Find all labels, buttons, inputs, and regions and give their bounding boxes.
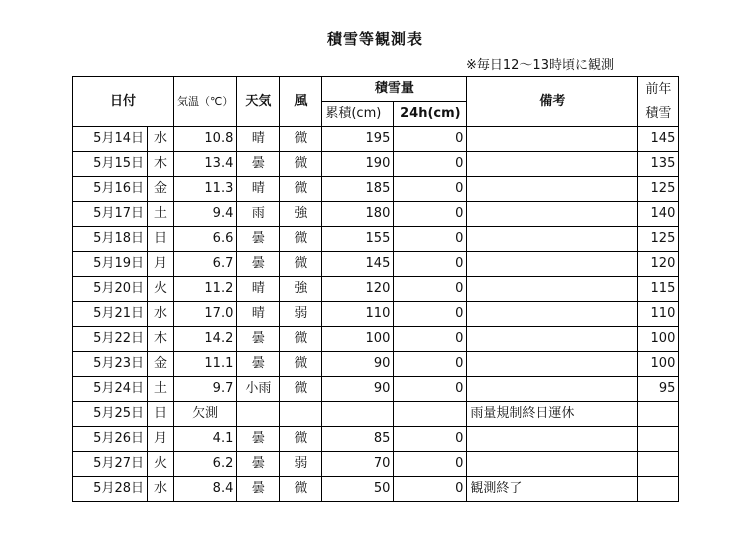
temp-cell: 欠測 bbox=[174, 402, 237, 427]
weather-cell: 曇 bbox=[237, 477, 280, 502]
date-cell: 5月15日 bbox=[73, 152, 148, 177]
snow-24h-cell: 0 bbox=[394, 352, 467, 377]
prev-year-cell: 135 bbox=[638, 152, 679, 177]
date-cell: 5月26日 bbox=[73, 427, 148, 452]
table-row bbox=[73, 452, 679, 477]
weekday-cell: 木 bbox=[148, 152, 174, 177]
temp-cell: 8.4 bbox=[174, 477, 237, 502]
table-row bbox=[73, 377, 679, 402]
weather-cell: 曇 bbox=[237, 227, 280, 252]
temp-cell: 6.6 bbox=[174, 227, 237, 252]
date-cell: 5月27日 bbox=[73, 452, 148, 477]
remarks-cell bbox=[467, 327, 638, 352]
snow-24h-cell: 0 bbox=[394, 152, 467, 177]
snow-total-cell: 190 bbox=[322, 152, 394, 177]
date-cell: 5月23日 bbox=[73, 352, 148, 377]
temp-cell: 17.0 bbox=[174, 302, 237, 327]
temp-cell: 6.2 bbox=[174, 452, 237, 477]
header-snow-group: 積雪量 bbox=[322, 77, 467, 102]
prev-year-cell: 125 bbox=[638, 227, 679, 252]
weather-cell: 晴 bbox=[237, 127, 280, 152]
date-cell: 5月25日 bbox=[73, 402, 148, 427]
wind-cell: 微 bbox=[280, 327, 322, 352]
remarks-cell bbox=[467, 377, 638, 402]
table-row bbox=[73, 327, 679, 352]
temp-cell: 14.2 bbox=[174, 327, 237, 352]
wind-cell: 弱 bbox=[280, 302, 322, 327]
remarks-cell bbox=[467, 277, 638, 302]
page-title: 積雪等観測表 bbox=[326, 30, 423, 48]
date-cell: 5月21日 bbox=[73, 302, 148, 327]
remarks-cell bbox=[467, 202, 638, 227]
weather-cell: 曇 bbox=[237, 152, 280, 177]
weekday-cell: 木 bbox=[148, 327, 174, 352]
weekday-cell: 日 bbox=[148, 227, 174, 252]
weekday-cell: 土 bbox=[148, 202, 174, 227]
weather-cell: 雨 bbox=[237, 202, 280, 227]
weather-cell: 晴 bbox=[237, 277, 280, 302]
weekday-cell: 水 bbox=[148, 477, 174, 502]
snow-24h-cell: 0 bbox=[394, 452, 467, 477]
prev-year-cell bbox=[638, 477, 679, 502]
date-cell: 5月18日 bbox=[73, 227, 148, 252]
table-row bbox=[73, 227, 679, 252]
wind-cell: 微 bbox=[280, 177, 322, 202]
snow-24h-cell: 0 bbox=[394, 177, 467, 202]
weather-cell: 曇 bbox=[237, 352, 280, 377]
weather-cell: 曇 bbox=[237, 427, 280, 452]
snow-total-cell: 110 bbox=[322, 302, 394, 327]
snow-24h-cell: 0 bbox=[394, 477, 467, 502]
prev-year-cell: 100 bbox=[638, 352, 679, 377]
temp-cell: 9.7 bbox=[174, 377, 237, 402]
weather-cell: 晴 bbox=[237, 302, 280, 327]
prev-year-cell: 110 bbox=[638, 302, 679, 327]
header-date: 日付 bbox=[73, 77, 174, 127]
snow-24h-cell: 0 bbox=[394, 252, 467, 277]
wind-cell: 微 bbox=[280, 127, 322, 152]
table-row bbox=[73, 352, 679, 377]
snow-observation-table bbox=[72, 76, 679, 502]
weekday-cell: 月 bbox=[148, 252, 174, 277]
temp-cell: 11.2 bbox=[174, 277, 237, 302]
remarks-cell bbox=[467, 452, 638, 477]
snow-24h-cell bbox=[394, 402, 467, 427]
prev-year-cell: 120 bbox=[638, 252, 679, 277]
weekday-cell: 日 bbox=[148, 402, 174, 427]
snow-total-cell: 90 bbox=[322, 377, 394, 402]
prev-year-cell: 140 bbox=[638, 202, 679, 227]
temp-cell: 13.4 bbox=[174, 152, 237, 177]
table-row bbox=[73, 127, 679, 152]
snow-24h-cell: 0 bbox=[394, 302, 467, 327]
table-row bbox=[73, 252, 679, 277]
snow-total-cell: 155 bbox=[322, 227, 394, 252]
temp-cell: 11.1 bbox=[174, 352, 237, 377]
snow-24h-cell: 0 bbox=[394, 427, 467, 452]
weather-cell: 曇 bbox=[237, 252, 280, 277]
temp-cell: 4.1 bbox=[174, 427, 237, 452]
weather-cell: 小雨 bbox=[237, 377, 280, 402]
prev-year-cell: 100 bbox=[638, 327, 679, 352]
date-cell: 5月20日 bbox=[73, 277, 148, 302]
observation-note: ※毎日12～13時頃に観測 bbox=[466, 58, 614, 73]
wind-cell: 微 bbox=[280, 477, 322, 502]
snow-total-cell: 180 bbox=[322, 202, 394, 227]
snow-total-cell: 195 bbox=[322, 127, 394, 152]
header-remarks: 備考 bbox=[467, 77, 638, 127]
table-row bbox=[73, 177, 679, 202]
weekday-cell: 火 bbox=[148, 452, 174, 477]
snow-24h-cell: 0 bbox=[394, 327, 467, 352]
snow-total-cell: 50 bbox=[322, 477, 394, 502]
prev-year-cell bbox=[638, 452, 679, 477]
snow-total-cell: 70 bbox=[322, 452, 394, 477]
snow-total-cell: 100 bbox=[322, 327, 394, 352]
remarks-cell bbox=[467, 427, 638, 452]
weekday-cell: 水 bbox=[148, 127, 174, 152]
prev-year-cell: 145 bbox=[638, 127, 679, 152]
date-cell: 5月19日 bbox=[73, 252, 148, 277]
weekday-cell: 火 bbox=[148, 277, 174, 302]
header-wind: 風 bbox=[280, 77, 322, 127]
header-snow-24h: 24h(cm) bbox=[394, 102, 467, 127]
table-row bbox=[73, 202, 679, 227]
header-prev-year-text: 前年 積雪 bbox=[645, 81, 672, 121]
weather-cell bbox=[237, 402, 280, 427]
snow-total-cell: 120 bbox=[322, 277, 394, 302]
remarks-cell bbox=[467, 302, 638, 327]
remarks-cell bbox=[467, 152, 638, 177]
wind-cell: 微 bbox=[280, 352, 322, 377]
table-row bbox=[73, 277, 679, 302]
remarks-cell bbox=[467, 127, 638, 152]
table-row bbox=[73, 402, 679, 427]
temp-cell: 11.3 bbox=[174, 177, 237, 202]
wind-cell: 微 bbox=[280, 227, 322, 252]
snow-24h-cell: 0 bbox=[394, 127, 467, 152]
snow-total-cell: 90 bbox=[322, 352, 394, 377]
prev-year-cell bbox=[638, 402, 679, 427]
prev-year-cell bbox=[638, 427, 679, 452]
remarks-cell: 雨量規制終日運休 bbox=[467, 402, 638, 427]
weekday-cell: 月 bbox=[148, 427, 174, 452]
header-prev-year bbox=[638, 77, 679, 127]
snow-24h-cell: 0 bbox=[394, 277, 467, 302]
header-snow-total: 累積(cm) bbox=[322, 102, 394, 127]
remarks-cell: 観測終了 bbox=[467, 477, 638, 502]
header-weather: 天気 bbox=[237, 77, 280, 127]
table-row bbox=[73, 302, 679, 327]
weather-cell: 晴 bbox=[237, 177, 280, 202]
table-row bbox=[73, 427, 679, 452]
snow-24h-cell: 0 bbox=[394, 202, 467, 227]
weekday-cell: 金 bbox=[148, 352, 174, 377]
wind-cell: 微 bbox=[280, 377, 322, 402]
wind-cell: 微 bbox=[280, 152, 322, 177]
date-cell: 5月16日 bbox=[73, 177, 148, 202]
wind-cell bbox=[280, 402, 322, 427]
weekday-cell: 水 bbox=[148, 302, 174, 327]
remarks-cell bbox=[467, 227, 638, 252]
wind-cell: 微 bbox=[280, 252, 322, 277]
snow-total-cell: 85 bbox=[322, 427, 394, 452]
remarks-cell bbox=[467, 177, 638, 202]
snow-total-cell bbox=[322, 402, 394, 427]
date-cell: 5月22日 bbox=[73, 327, 148, 352]
weather-cell: 曇 bbox=[237, 327, 280, 352]
temp-cell: 9.4 bbox=[174, 202, 237, 227]
date-cell: 5月14日 bbox=[73, 127, 148, 152]
date-cell: 5月28日 bbox=[73, 477, 148, 502]
temp-cell: 10.8 bbox=[174, 127, 237, 152]
table-row bbox=[73, 477, 679, 502]
weather-cell: 曇 bbox=[237, 452, 280, 477]
prev-year-cell: 115 bbox=[638, 277, 679, 302]
wind-cell: 強 bbox=[280, 202, 322, 227]
snow-24h-cell: 0 bbox=[394, 227, 467, 252]
remarks-cell bbox=[467, 252, 638, 277]
snow-24h-cell: 0 bbox=[394, 377, 467, 402]
snow-total-cell: 185 bbox=[322, 177, 394, 202]
wind-cell: 弱 bbox=[280, 452, 322, 477]
weekday-cell: 金 bbox=[148, 177, 174, 202]
table-row bbox=[73, 152, 679, 177]
prev-year-cell: 95 bbox=[638, 377, 679, 402]
remarks-cell bbox=[467, 352, 638, 377]
temp-cell: 6.7 bbox=[174, 252, 237, 277]
date-cell: 5月24日 bbox=[73, 377, 148, 402]
wind-cell: 微 bbox=[280, 427, 322, 452]
weekday-cell: 土 bbox=[148, 377, 174, 402]
prev-year-cell: 125 bbox=[638, 177, 679, 202]
header-temp: 気温（℃） bbox=[174, 77, 237, 127]
snow-total-cell: 145 bbox=[322, 252, 394, 277]
date-cell: 5月17日 bbox=[73, 202, 148, 227]
wind-cell: 強 bbox=[280, 277, 322, 302]
